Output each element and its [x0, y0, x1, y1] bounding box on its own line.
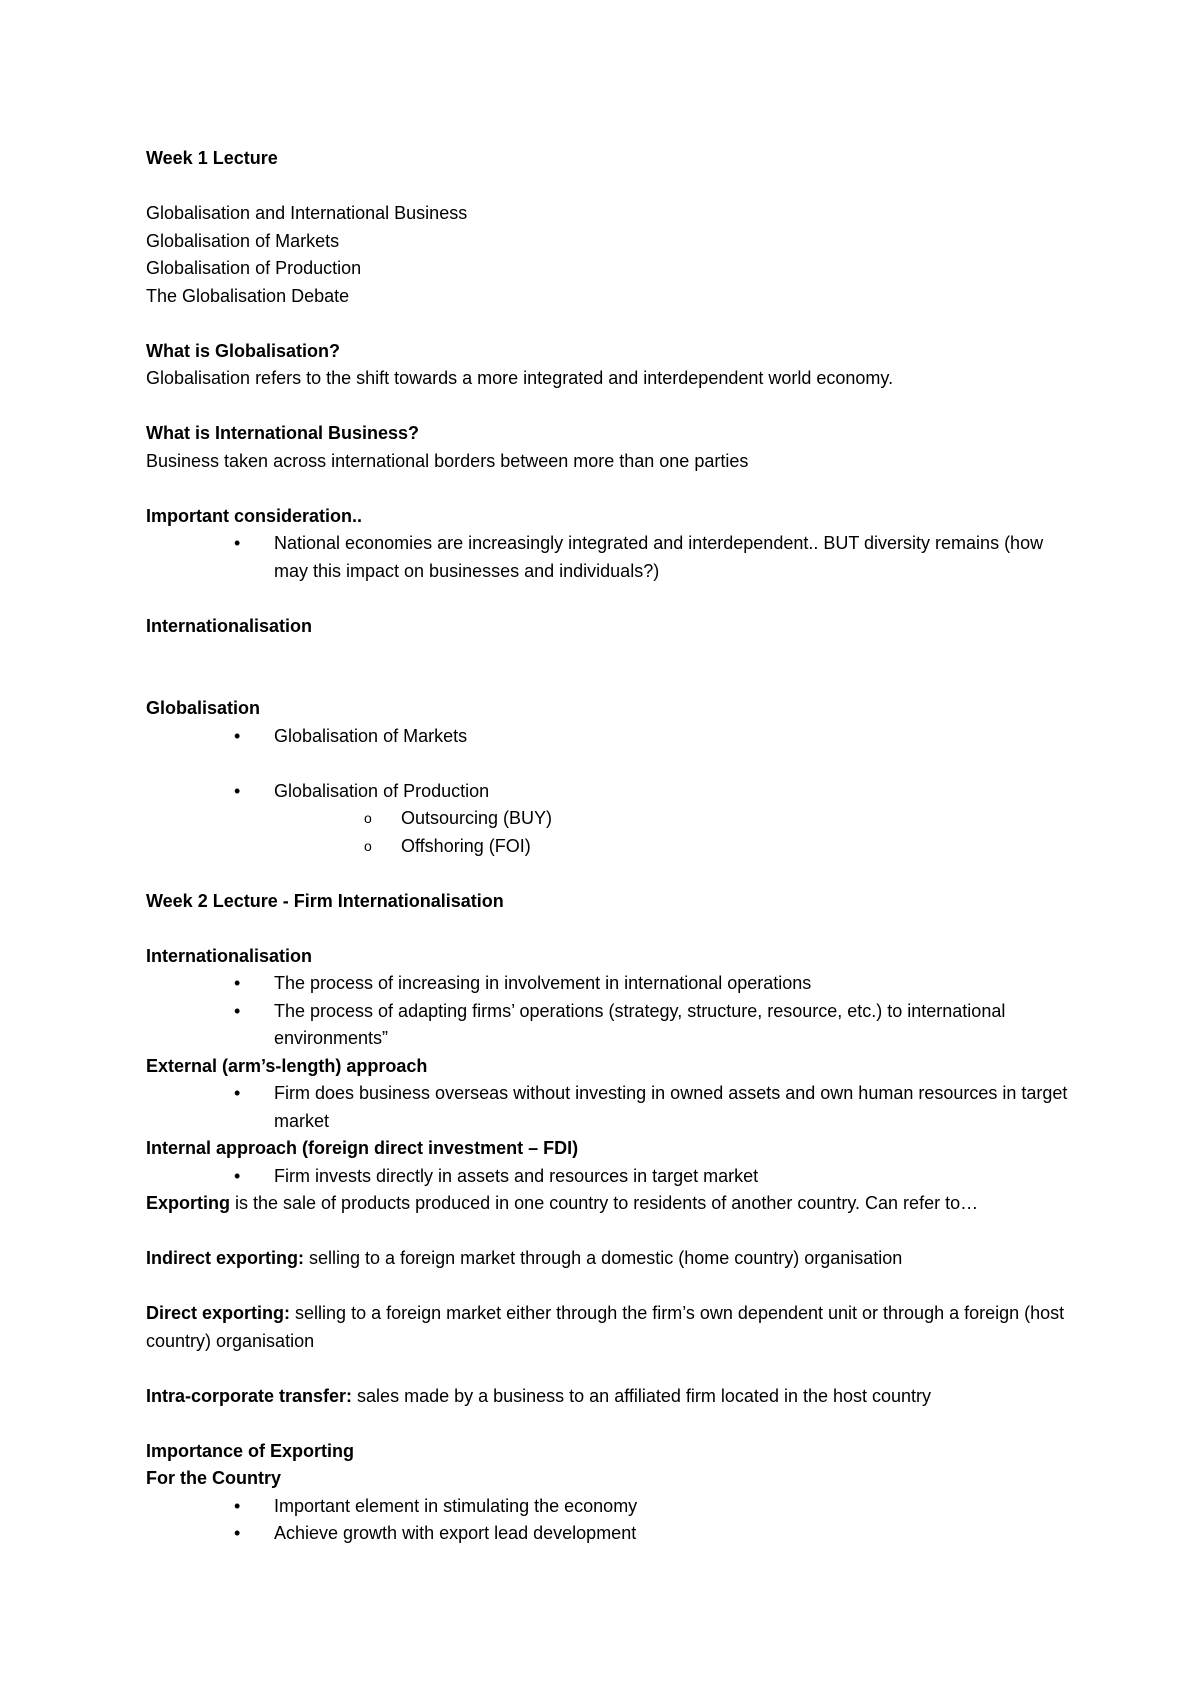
circle-bullet-icon: o — [364, 837, 372, 854]
sub-list-item — [146, 805, 1076, 833]
bullet-icon: • — [234, 1000, 241, 1021]
list-item-text: Globalisation of Markets — [274, 725, 468, 746]
bullet-icon: • — [234, 1165, 241, 1186]
circle-bullet-icon: o — [364, 810, 372, 826]
list-item — [146, 1493, 1076, 1521]
intra-corporate-definition — [146, 1383, 1076, 1411]
topic-item: Globalisation of Markets — [146, 230, 340, 251]
topic-item: The Globalisation Debate — [146, 285, 350, 306]
list-item — [146, 530, 1076, 585]
international-business-answer: Business taken across international borders between more than one parties — [146, 450, 749, 471]
list-item-text: Firm invests directly in assets and resources in target market — [274, 1165, 759, 1186]
list-item — [146, 970, 1076, 998]
list-item — [146, 1520, 1076, 1548]
document-body — [146, 145, 1076, 1548]
external-approach-heading: External (arm’s-length) approach — [146, 1055, 428, 1076]
direct-exporting-def-text: selling to a foreign market either through the firm’s own dependent unit or through a foreign (host country) organisation — [146, 1303, 1065, 1351]
intra-corporate-def-text: sales made by a business to an affiliated firm located in the host country — [352, 1385, 932, 1406]
for-country-heading: For the Country — [146, 1468, 281, 1488]
list-item-text: Important element in stimulating the economy — [274, 1495, 638, 1516]
internal-approach-heading: Internal approach (foreign direct investment – FDI) — [146, 1138, 579, 1158]
exporting-definition — [146, 1190, 1076, 1218]
bullet-icon: • — [234, 1083, 241, 1103]
direct-exporting-term: Direct exporting: — [146, 1303, 291, 1323]
list-item — [146, 723, 1076, 751]
bullet-icon: • — [234, 973, 241, 993]
globalisation-answer: Globalisation refers to the shift towards a more integrated and interdependent world economy. — [146, 368, 894, 388]
list-item — [146, 998, 1076, 1053]
internationalisation-heading: Internationalisation — [146, 615, 313, 636]
list-item-text: The process of increasing in involvement in international operations — [274, 973, 812, 993]
list-item-text: Globalisation of Production — [274, 780, 490, 801]
list-item — [146, 1163, 1076, 1191]
topic-item: Globalisation of Production — [146, 258, 362, 278]
list-item-text: The process of adapting firms’ operations (strategy, structure, resource, etc.) to international environments” — [274, 1000, 1006, 1048]
bullet-icon: • — [234, 725, 241, 746]
list-item-text: Achieve growth with export lead development — [274, 1523, 637, 1543]
week2-internationalisation-heading: Internationalisation — [146, 945, 313, 966]
bullet-icon: • — [234, 780, 241, 801]
list-item-text: National economies are increasingly integrated and interdependent.. BUT diversity remains (how may this impact on businesses and individuals?) — [274, 533, 1044, 581]
exporting-term: Exporting — [146, 1193, 230, 1213]
indirect-exporting-definition — [146, 1245, 1076, 1273]
list-item-text: Firm does business overseas without investing in owned assets and own human resources in target market — [274, 1083, 1068, 1131]
globalisation-heading: Globalisation — [146, 698, 261, 718]
exporting-def-text: is the sale of products produced in one country to residents of another country. Can refer to… — [230, 1193, 979, 1213]
week1-heading: Week 1 Lecture — [146, 148, 278, 168]
topic-item: Globalisation and International Business — [146, 203, 468, 223]
indirect-exporting-def-text: selling to a foreign market through a domestic (home country) organisation — [304, 1248, 903, 1268]
sub-list-item-text: Offshoring (FOI) — [401, 835, 531, 856]
globalisation-question: What is Globalisation? — [146, 340, 341, 361]
importance-heading: Importance of Exporting — [146, 1440, 355, 1461]
list-item — [146, 1080, 1076, 1135]
bullet-icon: • — [234, 1523, 241, 1543]
week2-heading: Week 2 Lecture - Firm Internationalisation — [146, 890, 504, 911]
direct-exporting-definition — [146, 1300, 1076, 1355]
sub-list-item — [146, 833, 1076, 861]
list-item — [146, 778, 1076, 806]
bullet-icon: • — [234, 533, 241, 553]
bullet-icon: • — [234, 1495, 241, 1516]
important-consideration-heading: Important consideration.. — [146, 505, 363, 526]
indirect-exporting-term: Indirect exporting: — [146, 1248, 305, 1268]
sub-list-item-text: Outsourcing (BUY) — [401, 808, 553, 828]
international-business-question: What is International Business? — [146, 423, 420, 443]
intra-corporate-term: Intra-corporate transfer: — [146, 1385, 353, 1406]
